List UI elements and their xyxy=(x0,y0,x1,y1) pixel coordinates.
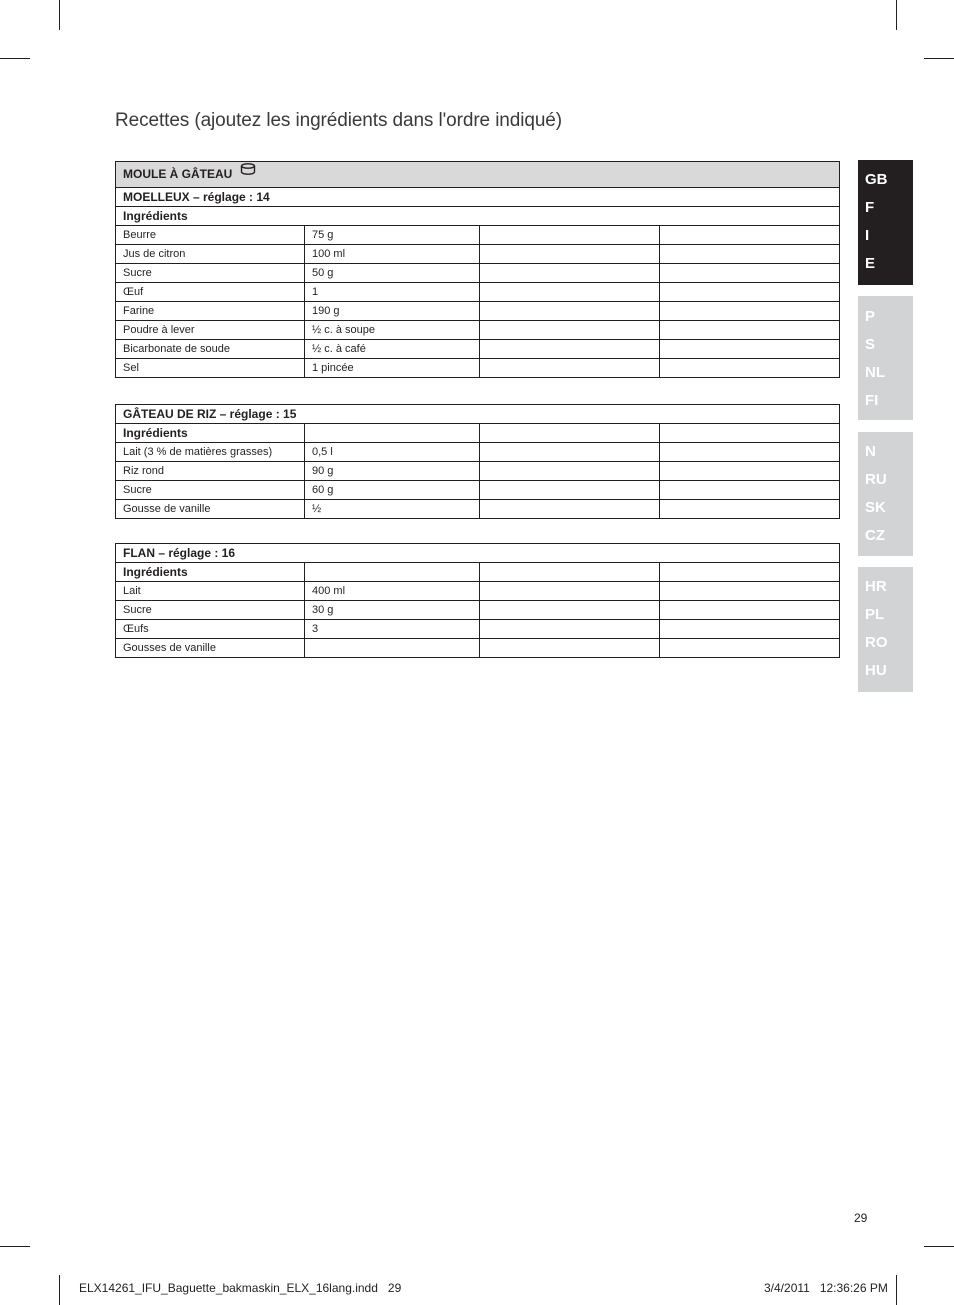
lang-tab-sk[interactable]: SK xyxy=(865,499,886,516)
lang-tab-p[interactable]: P xyxy=(865,308,876,325)
cake-section-label: MOULE À GÂTEAU xyxy=(123,167,233,181)
ingredient-name: Riz rond xyxy=(116,462,305,481)
table-row xyxy=(116,302,840,321)
ingredient-name: Œuf xyxy=(116,283,305,302)
table-row xyxy=(116,359,840,378)
empty-cell xyxy=(660,340,840,359)
ingredient-qty: 90 g xyxy=(305,462,480,481)
ingredients-label: Ingrédients xyxy=(116,207,840,226)
crop-mark xyxy=(924,1246,954,1247)
ingredient-qty: 3 xyxy=(305,620,480,639)
footer-datetime: 3/4/2011 12:36:26 PM xyxy=(764,1281,888,1295)
page-number: 29 xyxy=(854,1211,868,1225)
lang-tab-i[interactable]: I xyxy=(865,227,870,244)
footer-filename: ELX14261_IFU_Baguette_bakmaskin_ELX_16lang.indd 29 xyxy=(79,1281,402,1295)
empty-cell xyxy=(480,424,660,443)
crop-mark xyxy=(59,0,60,30)
ingredient-name: Gousse de vanille xyxy=(116,500,305,519)
crop-mark xyxy=(0,58,30,59)
empty-cell xyxy=(660,424,840,443)
ingredient-name: Œufs xyxy=(116,620,305,639)
language-tab-group-2 xyxy=(858,296,913,420)
empty-cell xyxy=(660,264,840,283)
recipe-title-row xyxy=(116,405,840,424)
ingredient-name: Sucre xyxy=(116,601,305,620)
empty-cell xyxy=(480,563,660,582)
ingredient-name: Gousses de vanille xyxy=(116,639,305,658)
ingredient-name: Sucre xyxy=(116,264,305,283)
empty-cell xyxy=(660,245,840,264)
lang-tab-f[interactable]: F xyxy=(865,199,875,216)
empty-cell xyxy=(480,601,660,620)
ingredient-name: Beurre xyxy=(116,226,305,245)
table-row xyxy=(116,462,840,481)
empty-cell xyxy=(480,321,660,340)
ingredient-name: Poudre à lever xyxy=(116,321,305,340)
table-row xyxy=(116,245,840,264)
recipe-title: GÂTEAU DE RIZ – réglage : 15 xyxy=(116,405,840,424)
lang-tab-n[interactable]: N xyxy=(865,443,876,460)
empty-cell xyxy=(480,582,660,601)
ingredient-qty xyxy=(305,639,480,658)
empty-cell xyxy=(660,283,840,302)
cake-section-header xyxy=(116,162,840,188)
empty-cell xyxy=(480,302,660,321)
empty-cell xyxy=(480,639,660,658)
table-header-row xyxy=(116,162,840,188)
ingredient-qty: 190 g xyxy=(305,302,480,321)
language-tab-group-4 xyxy=(858,567,913,692)
recipe-title-row xyxy=(116,544,840,563)
ingredient-qty: ½ c. à soupe xyxy=(305,321,480,340)
page-title: Recettes (ajoutez les ingrédients dans l'ordre indiqué) xyxy=(115,110,562,131)
lang-tab-hr[interactable]: HR xyxy=(865,578,887,595)
table-row xyxy=(116,601,840,620)
table-row xyxy=(116,443,840,462)
table-row xyxy=(116,639,840,658)
lang-tab-pl[interactable]: PL xyxy=(865,606,885,623)
ingredient-qty: 75 g xyxy=(305,226,480,245)
recipe-table-moelleux xyxy=(115,161,840,378)
recipe-title: FLAN – réglage : 16 xyxy=(116,544,840,563)
empty-cell xyxy=(305,563,480,582)
table-row xyxy=(116,321,840,340)
table-row xyxy=(116,283,840,302)
crop-mark xyxy=(0,1246,30,1247)
empty-cell xyxy=(480,340,660,359)
empty-cell xyxy=(660,321,840,340)
lang-tab-ru[interactable]: RU xyxy=(865,471,887,488)
ingredient-name: Lait xyxy=(116,582,305,601)
ingredient-qty: ½ c. à café xyxy=(305,340,480,359)
empty-cell xyxy=(480,226,660,245)
ingredient-qty: 100 ml xyxy=(305,245,480,264)
ingredients-header-row xyxy=(116,563,840,582)
crop-mark xyxy=(896,1275,897,1305)
empty-cell xyxy=(660,359,840,378)
empty-cell xyxy=(480,283,660,302)
lang-tab-e[interactable]: E xyxy=(865,255,876,272)
ingredient-name: Sel xyxy=(116,359,305,378)
recipe-table-flan xyxy=(115,543,840,658)
table-row xyxy=(116,340,840,359)
empty-cell xyxy=(660,302,840,321)
table-row xyxy=(116,226,840,245)
ingredient-qty: 400 ml xyxy=(305,582,480,601)
language-tab-group-active xyxy=(858,160,913,285)
ingredient-qty: 60 g xyxy=(305,481,480,500)
ingredients-label: Ingrédients xyxy=(116,563,305,582)
ingredient-qty: 50 g xyxy=(305,264,480,283)
empty-cell xyxy=(480,443,660,462)
empty-cell xyxy=(480,500,660,519)
ingredient-qty: 30 g xyxy=(305,601,480,620)
ingredients-label: Ingrédients xyxy=(116,424,305,443)
lang-tab-fi[interactable]: FI xyxy=(865,392,879,409)
empty-cell xyxy=(660,601,840,620)
lang-tab-s[interactable]: S xyxy=(865,336,876,353)
lang-tab-nl[interactable]: NL xyxy=(865,364,885,381)
empty-cell xyxy=(660,481,840,500)
empty-cell xyxy=(660,226,840,245)
recipe-title-row xyxy=(116,188,840,207)
ingredient-qty: 1 xyxy=(305,283,480,302)
lang-tab-ro[interactable]: RO xyxy=(865,634,888,651)
ingredient-name: Farine xyxy=(116,302,305,321)
ingredient-name: Jus de citron xyxy=(116,245,305,264)
crop-mark xyxy=(924,58,954,59)
table-row xyxy=(116,620,840,639)
crop-mark xyxy=(59,1275,60,1305)
cake-pan-icon xyxy=(240,162,256,185)
empty-cell xyxy=(305,424,480,443)
empty-cell xyxy=(480,481,660,500)
ingredient-qty: 0,5 l xyxy=(305,443,480,462)
empty-cell xyxy=(660,620,840,639)
recipe-table-gateau-de-riz xyxy=(115,404,840,519)
empty-cell xyxy=(660,563,840,582)
empty-cell xyxy=(480,462,660,481)
crop-mark xyxy=(896,0,897,30)
ingredient-qty: ½ xyxy=(305,500,480,519)
empty-cell xyxy=(660,462,840,481)
empty-cell xyxy=(480,359,660,378)
empty-cell xyxy=(480,264,660,283)
ingredient-qty: 1 pincée xyxy=(305,359,480,378)
empty-cell xyxy=(480,245,660,264)
language-tab-group-3 xyxy=(858,432,913,556)
ingredient-name: Lait (3 % de matières grasses) xyxy=(116,443,305,462)
lang-tab-hu[interactable]: HU xyxy=(865,662,887,679)
empty-cell xyxy=(660,443,840,462)
ingredient-name: Bicarbonate de soude xyxy=(116,340,305,359)
table-row xyxy=(116,481,840,500)
table-row xyxy=(116,582,840,601)
ingredients-header-row xyxy=(116,207,840,226)
ingredients-header-row xyxy=(116,424,840,443)
empty-cell xyxy=(660,500,840,519)
table-row xyxy=(116,500,840,519)
ingredient-name: Sucre xyxy=(116,481,305,500)
empty-cell xyxy=(480,620,660,639)
lang-tab-cz[interactable]: CZ xyxy=(865,527,885,544)
table-row xyxy=(116,264,840,283)
lang-tab-gb[interactable]: GB xyxy=(865,171,888,188)
recipe-title: MOELLEUX – réglage : 14 xyxy=(116,188,840,207)
empty-cell xyxy=(660,639,840,658)
empty-cell xyxy=(660,582,840,601)
